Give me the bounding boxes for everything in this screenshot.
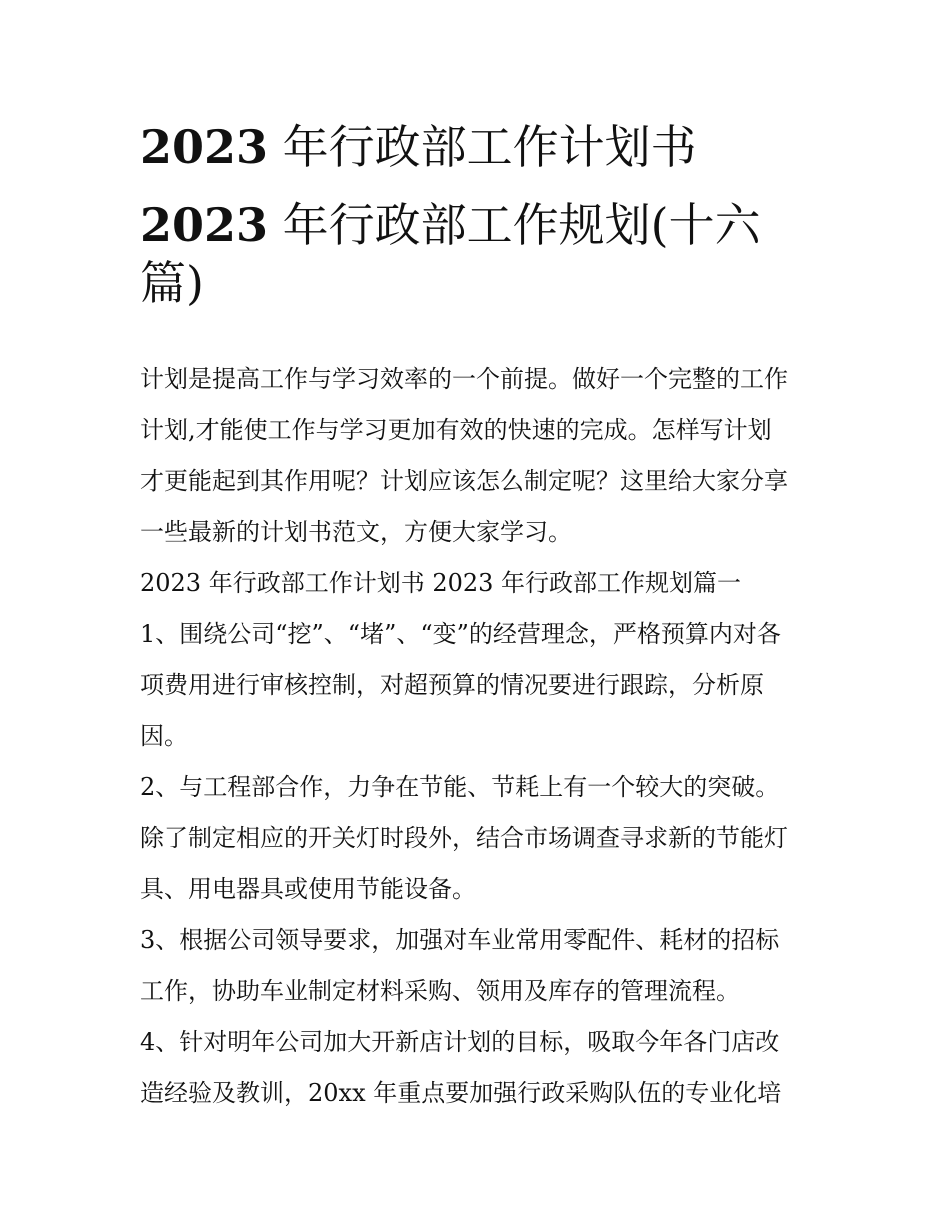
text-line: 工作，协助车业制定材料采购、领用及库存的管理流程。 — [140, 977, 740, 1005]
title-year: 2023 — [140, 198, 269, 252]
text-line: 计划,才能使工作与学习更加有效的快速的完成。怎样写计划 — [140, 416, 772, 444]
title-year: 2023 — [140, 120, 269, 174]
list-item — [140, 762, 820, 915]
text-line: 除了制定相应的开关灯时段外，结合市场调查寻求新的节能灯 — [140, 824, 788, 852]
text-line: 计划是提高工作与学习效率的一个前提。做好一个完整的工作 — [140, 365, 788, 393]
title-text: 年行政部工作计划书 — [282, 120, 697, 174]
text-line: 3、根据公司领导要求，加强对车业常用零配件、耗材的招标 — [140, 926, 780, 954]
document-title-line-2 — [140, 196, 820, 312]
section-heading — [140, 558, 820, 609]
list-item — [140, 915, 820, 1017]
document-body — [140, 354, 820, 1119]
text-line: 具、用电器具或使用节能设备。 — [140, 875, 476, 903]
title-text: 年行政部工作规划(十六 — [282, 198, 761, 252]
text-line: 才更能起到其作用呢？计划应该怎么制定呢？这里给大家分享 — [140, 467, 788, 495]
text-line: 项费用进行审核控制，对超预算的情况要进行跟踪，分析原 — [140, 671, 764, 699]
text-line: 4、针对明年公司加大开新店计划的目标，吸取今年各门店改 — [140, 1028, 780, 1056]
document-title-line-1 — [140, 118, 697, 176]
text-line: 1、围绕公司“挖”、“堵”、“变”的经营理念，严格预算内对各 — [140, 620, 781, 648]
intro-paragraph — [140, 354, 820, 558]
text-line: 一些最新的计划书范文，方便大家学习。 — [140, 518, 572, 546]
list-item — [140, 1017, 820, 1119]
text-line: 2、与工程部合作，力争在节能、节耗上有一个较大的突破。 — [140, 773, 780, 801]
text-line: 因。 — [140, 722, 188, 750]
text-line: 2023 年行政部工作计划书 2023 年行政部工作规划篇一 — [140, 569, 742, 597]
list-item — [140, 609, 820, 762]
text-line: 造经验及教训，20xx 年重点要加强行政采购队伍的专业化培 — [140, 1079, 782, 1107]
title-continuation: 篇) — [140, 256, 204, 310]
